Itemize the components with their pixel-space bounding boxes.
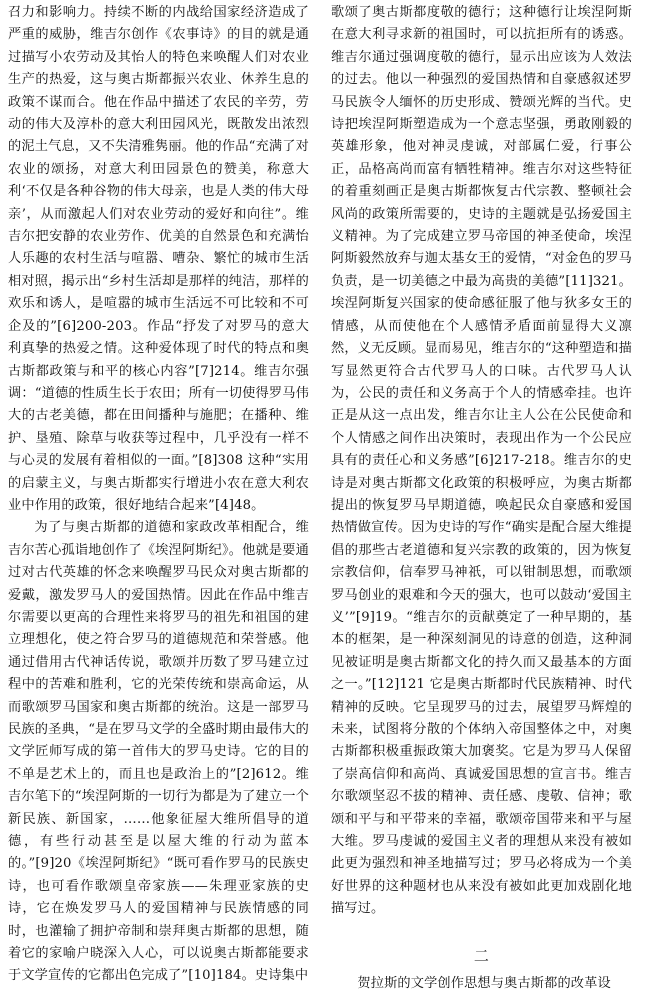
left-column [8, 2, 309, 988]
body-paragraph: 为了与奥古斯都的道德和家政改革相配合，维吉尔苦心孤诣地创作了《埃涅阿斯纪》。他就是要通过对古代英雄的怀念来唤醒罗马民众对奥古斯都的爱戴，激发罗马人的爱国热情。因此在作品中维吉尔需要以更高的合理性来将罗马的祖先和祖国的建立理想化，使之符合罗马的道德规范和荣誉感。他通过借用古代神话传说，歌颂并历数了罗马建立过程中的苦难和胜利，它的光荣传统和崇高命运，从而歌颂罗马国家和奥古斯都的统治。这是一部罗马民族的圣典，“是在罗马文学的全盛时期由最伟大的文学匠师写成的第一首伟大的罗马史诗。它的目的不单是艺术上的，而且也是政治上的”[2]612。维吉尔笔下的“埃涅阿斯的一切行为都是为了建立一个新民族、新国家，……他象征屋大维所倡导的道德，有些行动甚至是以屋大维的行动为蓝本的。”[9]20《埃涅阿斯纪》“既可看作罗马的民族史诗，也可看作歌颂皇帝家族——朱理亚家族的史诗，它在焕发罗马人的爱国精神与民族情感的同时，也灌输了拥护帝制和崇拜奥古斯都的思想，随着它的家喻户晓深入人心，可以说奥古斯都能要求于文学宣传的它都出色完成了”[10]184。史诗集中 [8, 520, 309, 984]
body-paragraph: 召力和影响力。持续不断的内战给国家经济造成了严重的威胁，维吉尔创作《农事诗》的目的就是通过描写小农劳动及其怡人的特色来唤醒人们对农业生产的热爱，这与奥古斯都振兴农业、休养生息的政策不谋而合。他在作品中描述了农民的辛劳，劳动的伟大及淳朴的意大利田园风光，既散发出浓烈的泥土气息，又不失清雅隽丽。他的作品“充满了对农业的颂扬，对意大利田园景色的赞美，称意大利‘不仅是各种谷物的伟大母亲，也是人类的伟大母亲’，从而激起人们对农业劳动的爱好和向往”。维吉尔把安静的农业劳作、优美的自然景色和充满怡人乐趣的农村生活与喧嚣、嘈杂、繁忙的城市生活相对照，揭示出“乡村生活却是那样的纯洁，那样的欢乐和诱人，是喧嚣的城市生活远不可比较和不可企及的”[6]200-203。作品“抒发了对罗马的意大利真挚的热爱之情。这种爱体现了时代的特点和奥古斯都政策与和平的核心内容”[7]214。维吉尔强调：“道德的性质生长于农田；所有一切使得罗马伟大的古老美德，都在田间播种与施肥；在播种、维护、垦殖、除草与收获等过程中，几乎没有一样不与心灵的发展有着相似的一面。”[8]308 这种“实用的启蒙主义，与奥古斯都实行增进小农在意大利农业中作用的政策，很好地结合起来”[4]48。 [8, 5, 309, 513]
section-number: 二 [473, 946, 490, 965]
body-paragraph: 歌颂了奥古斯都度敬的德行；这种德行让埃涅阿斯在意大利寻求新的祖国时，可以抗拒所有的诱惑。维吉尔通过强调度敬的德行，显示出应该为人效法的过去。他以一种强烈的爱国热情和自豪感叙述罗马民族令人缅怀的历史形成、赞颂光辉的当代。史诗把埃涅阿斯塑造成为一个意志坚强，勇敢刚毅的英雄形象，他对神灵虔诚，对部属仁爱，行事公正，品格高尚而富有牺牲精神。维吉尔对这些特征的着重刻画正是奥古斯都恢复古代宗教、整顿社会风尚的政策所需要的，史诗的主题就是弘扬爱国主义精神。为了完成建立罗马帝国的神圣使命，埃涅阿斯毅然放弃与迦太基女王的爱情，“对金色的罗马负责，是一切美德之中最为高贵的美德”[11]321。埃涅阿斯复兴国家的使命感征服了他与狄多女王的情感，从而使他在个人感情矛盾面前显得大义凛然，义无反顾。显而易见，维吉尔的“这种塑造和描写显然更符合古代罗马人的口味。古代罗马人认为，公民的责任和义务高于个人的情感牵挂。也许正是从这一点出发，维吉尔让主人公在公民使命和个人情感之间作出决策时，表现出作为一个公民应具有的责任心和义务感”[6]217-218。维吉尔的史诗是对奥古斯都文化政策的积极呼应，为奥古斯都提出的恢复罗马早期道德，唤起民众自豪感和爱国热情做宣传。因为史诗的写作“确实是配合屋大维提倡的那些古老道德和复兴宗教的政策的，因为恢复宗教信仰，信奉罗马神祇，可以钳制思想，而歌颂罗马创业的艰难和今天的强大，也可以鼓动‘爱国主义’”[9]19。“维吉尔的贡献奠定了一种早期的，基本的框架，是一种深刻洞见的诗意的创造，这种洞见被证明是奥古斯都文化的持久而又最基本的方面之一。”[12]121 它是奥古斯都时代民族精神、时代精神的反映。它呈现罗马的过去，展望罗马辉煌的未来，试图将分散的个体纳入帝国整体之中，对奥古斯都积极重振政策大加褒奖。它是为罗马人保留了崇高信仰和高尚、真诚爱国思想的宣言书。维吉尔歌颂坚忍不拔的精神、责任感、虔敬、信神；歌颂和平与和平带来的幸福，歌颂帝国带来和平与屋大维。罗马虔诚的爱国主义者的理想从来没有被如此更为强烈和神圣地描写过；罗马必将成为一个美好世界的这种题材也从来没有被如此更加戏剧化地描写过。 [331, 5, 632, 917]
body-paragraph: 贺拉斯的文学创作思想与奥古斯都的改革设 [357, 975, 611, 991]
right-column [331, 2, 632, 995]
